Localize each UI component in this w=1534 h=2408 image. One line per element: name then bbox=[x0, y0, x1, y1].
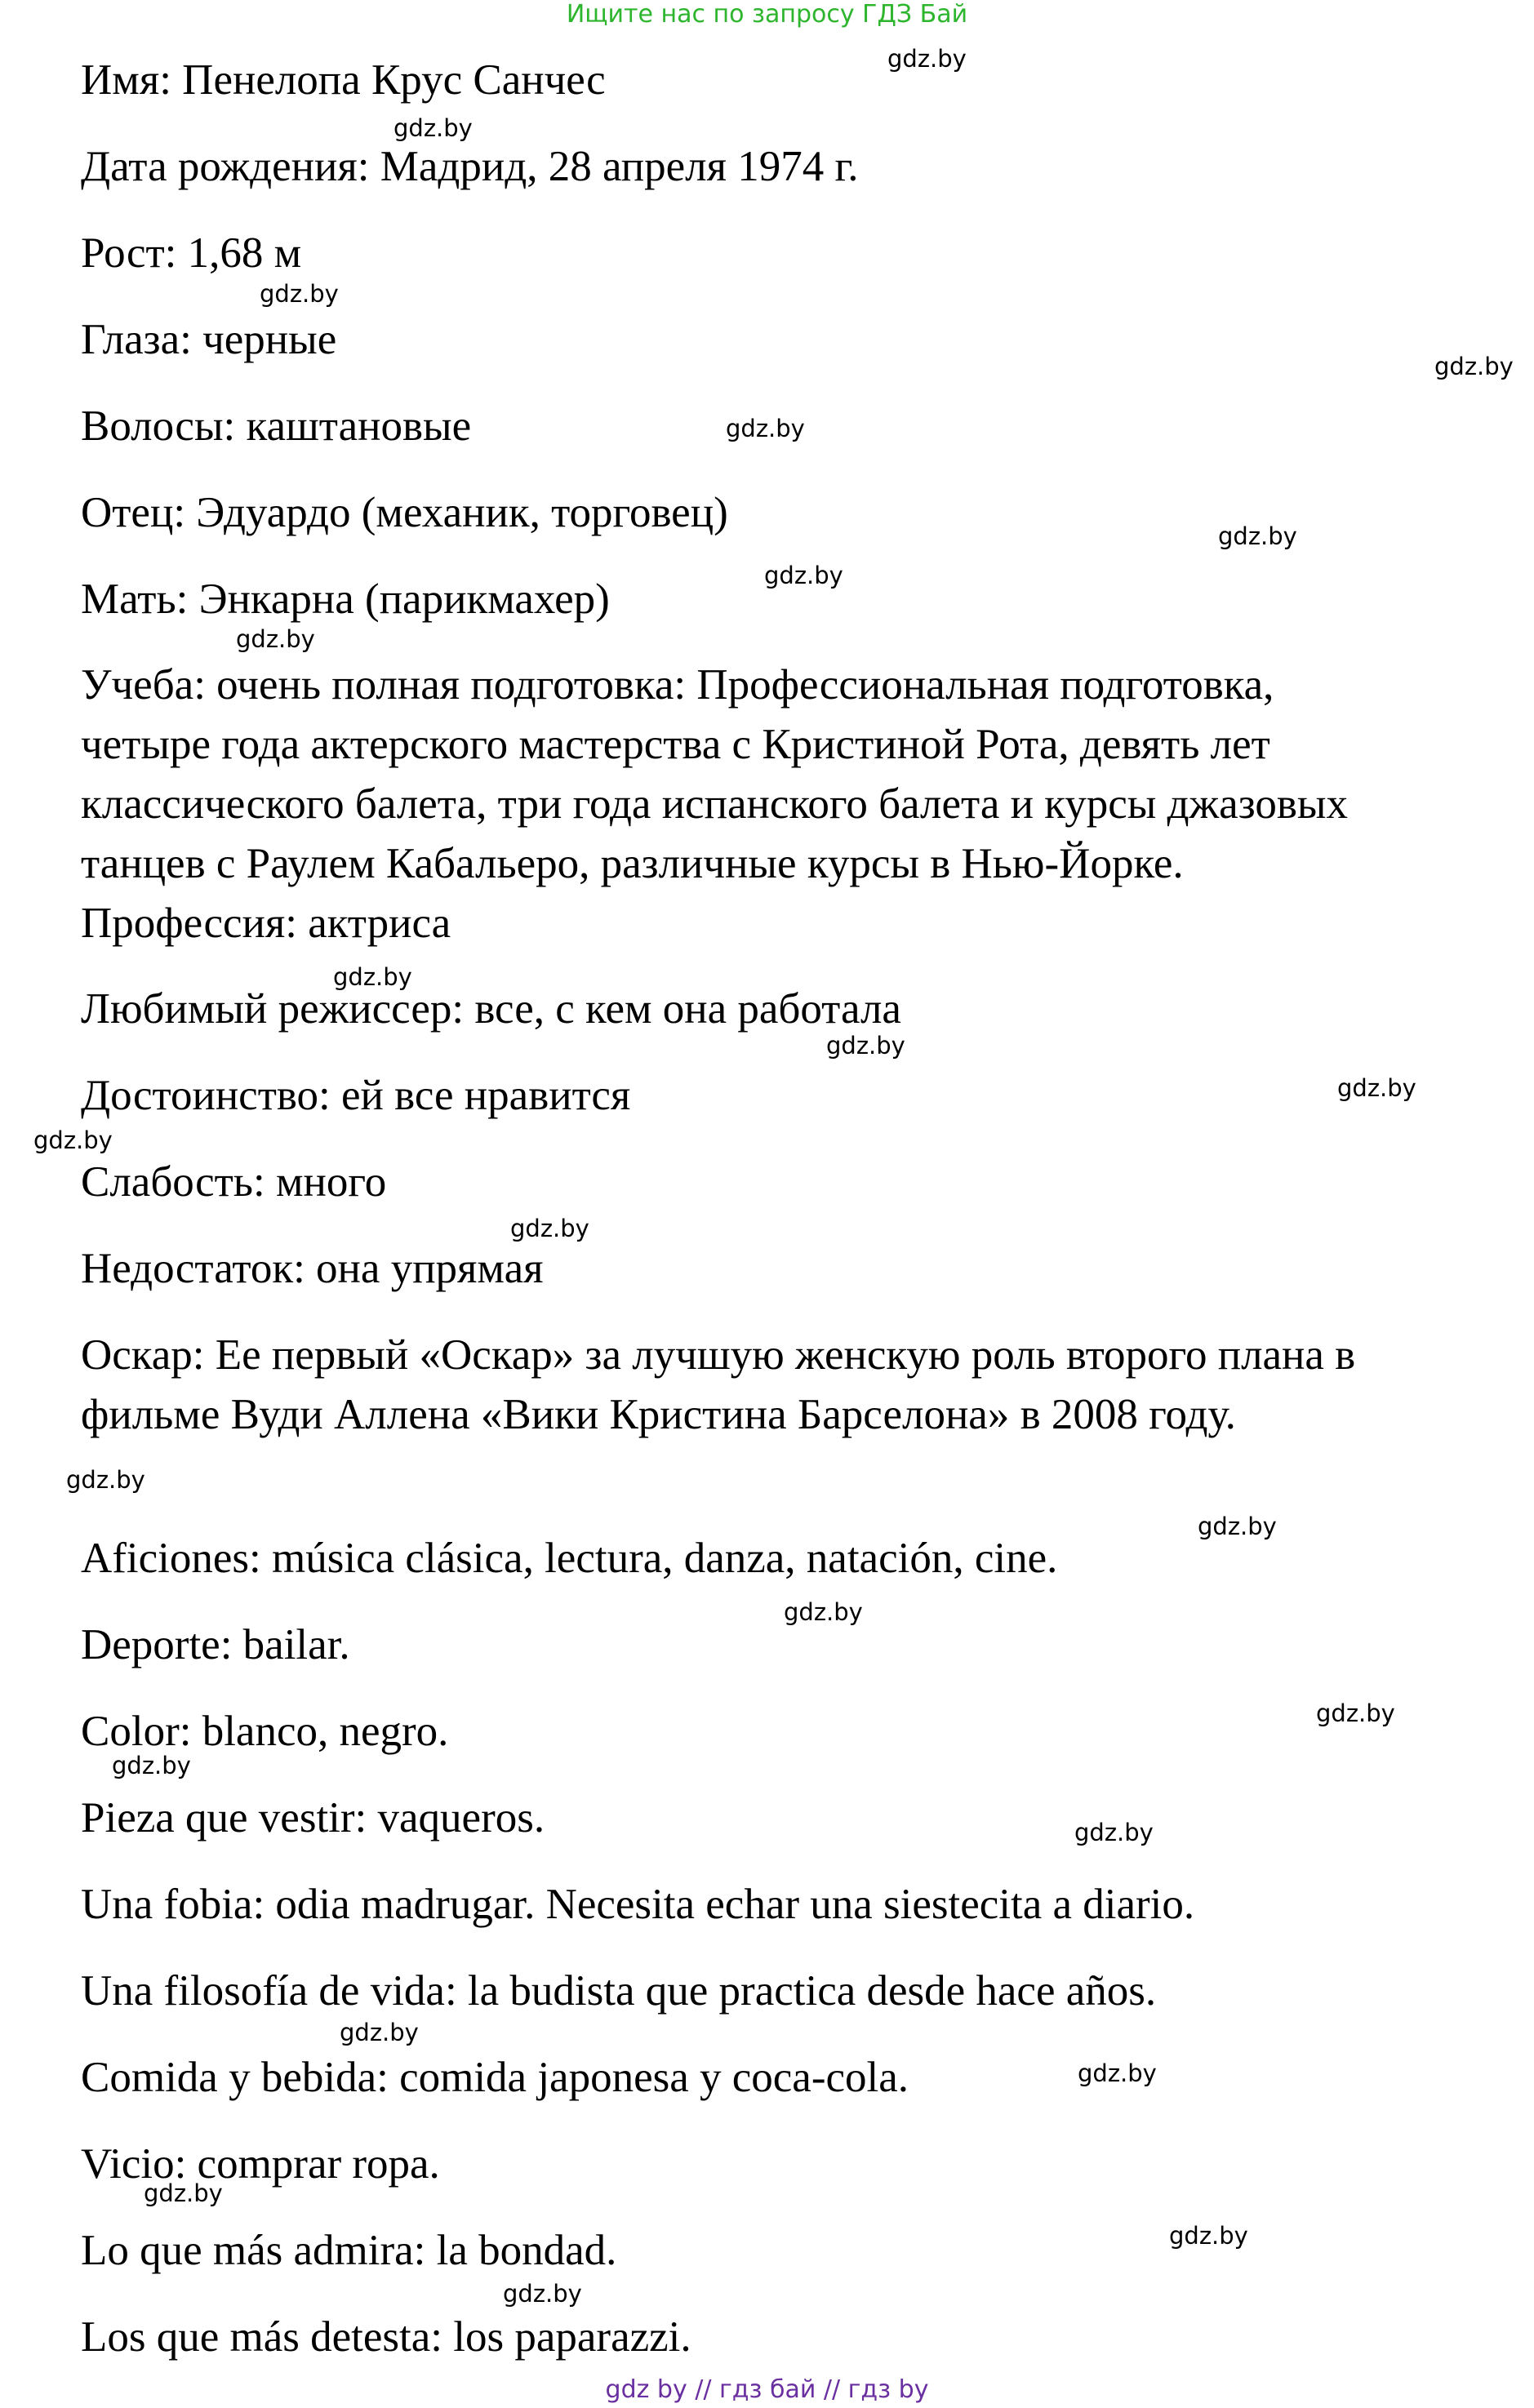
height-line: Рост: 1,68 м bbox=[81, 229, 302, 277]
admires-line: Lo que más admira: la bondad. bbox=[81, 2227, 617, 2274]
favorite-director-line: Любимый режиссер: все, с кем она работала bbox=[81, 985, 901, 1033]
weakness-line: Слабость: много bbox=[81, 1158, 387, 1206]
watermark: gdz.by bbox=[887, 45, 967, 73]
education-line-1: Учеба: очень полная подготовка: Профессиональная подготовка, bbox=[81, 661, 1274, 709]
watermark: gdz.by bbox=[112, 1752, 191, 1779]
name-line: Имя: Пенелопа Крус Санчес bbox=[81, 56, 606, 104]
clothing-line: Pieza que vestir: vaqueros. bbox=[81, 1794, 545, 1842]
watermark: gdz.by bbox=[1169, 2222, 1248, 2250]
watermark: gdz.by bbox=[394, 114, 473, 142]
oscar-line-1: Оскар: Ее первый «Оскар» за лучшую женскую роль второго плана в bbox=[81, 1331, 1356, 1379]
watermark: gdz.by bbox=[144, 2179, 223, 2207]
eyes-line: Глаза: черные bbox=[81, 316, 337, 363]
education-line-3: классического балета, три года испанского балета и курсы джазовых bbox=[81, 780, 1348, 828]
watermark: gdz.by bbox=[503, 2280, 582, 2308]
watermark: gdz.by bbox=[1337, 1074, 1416, 1102]
hobbies-line: Aficiones: música clásica, lectura, danza, natación, cine. bbox=[81, 1535, 1058, 1582]
father-line: Отец: Эдуардо (механик, торговец) bbox=[81, 489, 728, 536]
watermark: gdz.by bbox=[726, 415, 805, 442]
watermark: gdz.by bbox=[340, 2019, 419, 2046]
hair-line: Волосы: каштановые bbox=[81, 402, 472, 450]
watermark: gdz.by bbox=[826, 1032, 905, 1060]
color-line: Color: blanco, negro. bbox=[81, 1708, 449, 1755]
flaw-line: Недостаток: она упрямая bbox=[81, 1245, 544, 1292]
watermark: gdz.by bbox=[1198, 1513, 1277, 1540]
watermark: gdz.by bbox=[260, 280, 339, 308]
oscar-line-2: фильме Вуди Аллена «Вики Кристина Барселона» в 2008 году. bbox=[81, 1391, 1236, 1438]
watermark: gdz.by bbox=[1434, 353, 1514, 380]
watermark: gdz.by bbox=[1078, 2059, 1157, 2087]
watermark: gdz.by bbox=[784, 1598, 863, 1626]
mother-line: Мать: Энкарна (парикмахер) bbox=[81, 575, 610, 623]
philosophy-line: Una filosofía de vida: la budista que practica desde hace años. bbox=[81, 1967, 1157, 2015]
education-line-4: танцев с Раулем Кабальеро, различные курсы в Нью-Йорке. bbox=[81, 840, 1184, 887]
search-hint-header: Ищите нас по запросу ГДЗ Бай bbox=[566, 0, 968, 29]
virtue-line: Достоинство: ей все нравится bbox=[81, 1072, 631, 1119]
watermark: gdz.by bbox=[66, 1466, 145, 1494]
watermark: gdz.by bbox=[1074, 1819, 1154, 1846]
phobia-line: Una fobia: odia madrugar. Necesita echar una siestecita a diario. bbox=[81, 1881, 1195, 1928]
birth-line: Дата рождения: Мадрид, 28 апреля 1974 г. bbox=[81, 143, 859, 190]
profession-line: Профессия: актриса bbox=[81, 900, 451, 947]
watermark: gdz.by bbox=[1316, 1699, 1395, 1727]
watermark: gdz.by bbox=[333, 963, 412, 991]
detests-line: Los que más detesta: los paparazzi. bbox=[81, 2313, 691, 2361]
education-line-2: четыре года актерского мастерства с Кристиной Рота, девять лет bbox=[81, 721, 1270, 768]
watermark: gdz.by bbox=[510, 1215, 589, 1242]
sport-line: Deporte: bailar. bbox=[81, 1621, 350, 1668]
food-drink-line: Comida y bebida: comida japonesa y coca-cola. bbox=[81, 2054, 909, 2101]
watermark: gdz.by bbox=[764, 562, 843, 589]
vice-line: Vicio: comprar ropa. bbox=[81, 2140, 440, 2188]
watermark: gdz.by bbox=[1218, 522, 1297, 550]
footer-watermark: gdz by // гдз бай // гдз by bbox=[605, 2375, 929, 2404]
watermark: gdz.by bbox=[33, 1126, 113, 1154]
watermark: gdz.by bbox=[236, 625, 315, 653]
